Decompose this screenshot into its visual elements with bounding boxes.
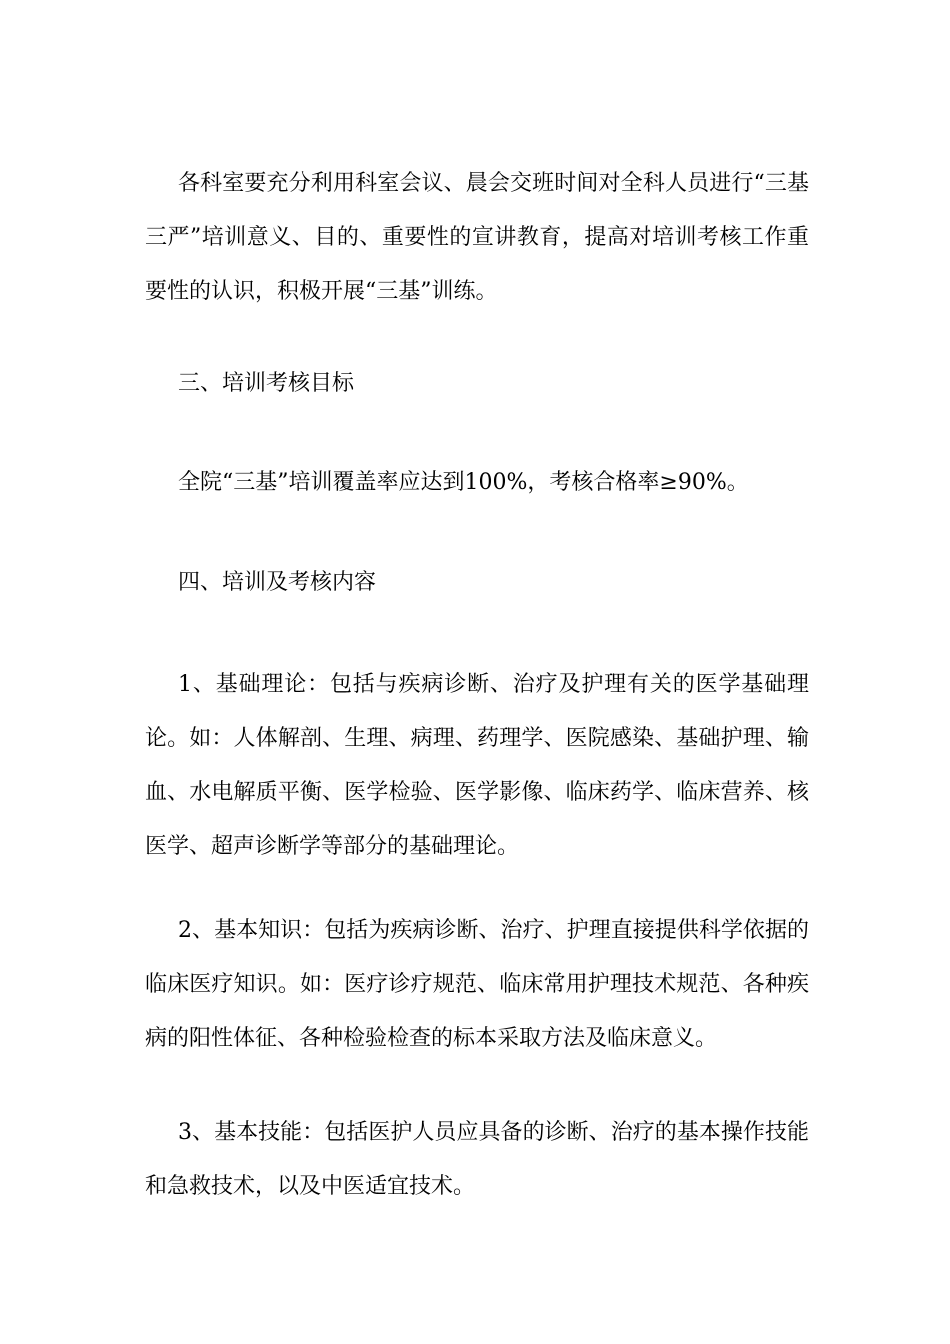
body-paragraph-basic-knowledge: 2、基本知识：包括为疾病诊断、治疗、护理直接提供科学依据的临床医疗知识。如：医疗诊疗规范、临床常用护理技术规范、各种疾病的阳性体征、各种检验检查的标本采取方法及临床意义。 xyxy=(145,918,809,1051)
body-paragraph-basic-theory: 1、基础理论：包括与疾病诊断、治疗及护理有关的医学基础理论。如：人体解剖、生理、病理、药理学、医院感染、基础护理、输血、水电解质平衡、医学检验、医学影像、临床药学、临床营养、核医学、超声诊断学等部分的基础理论。 xyxy=(145,672,809,859)
section-heading-training-goals: 三、培训考核目标 xyxy=(178,371,355,396)
body-paragraph-coverage-rate: 全院“三基”培训覆盖率应达到100%，考核合格率≥90%。 xyxy=(178,470,749,495)
section-heading-training-content: 四、培训及考核内容 xyxy=(178,570,377,595)
body-paragraph-basic-skills: 3、基本技能：包括医护人员应具备的诊断、治疗的基本操作技能和急救技术，以及中医适宜技术。 xyxy=(145,1120,809,1199)
body-paragraph-training-awareness: 各科室要充分利用科室会议、晨会交班时间对全科人员进行“三基三严”培训意义、目的、重要性的宣讲教育，提高对培训考核工作重要性的认识，积极开展“三基”训练。 xyxy=(145,171,809,304)
